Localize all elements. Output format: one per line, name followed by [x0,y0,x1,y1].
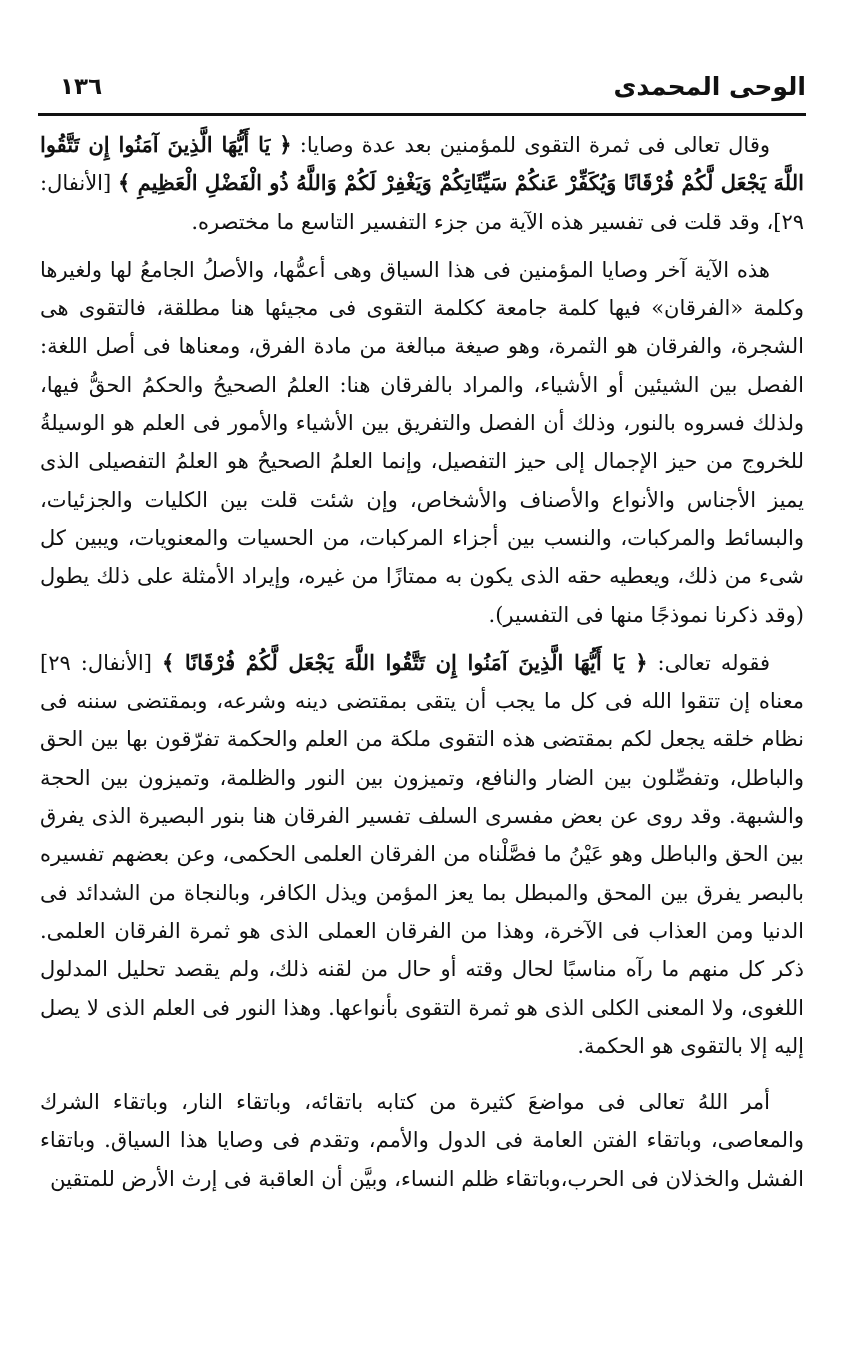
body-text [40,126,804,1198]
quran-verse: ﴿ يَا أَيُّهَا الَّذِينَ آمَنُوا إِن تَتَّقُوا اللَّهَ يَجْعَل لَّكُمْ فُرْقَانًا ﴾ [161,649,648,675]
page-number: ١٣٦ [60,74,103,100]
paragraph-1 [40,126,804,241]
header-rule [38,113,806,116]
paragraph-3-rest: [الأنفال: ٢٩] معناه إن تتقوا الله فى كل ما يجب أن يتقى بمقتضى دينه وشرعه، وبمقتضى سننه فى نظام خلقه يجعل لكم بمقتضى هذه التقوى ملكة من العلم والحكمة تفرّقون بها بين الحق والباطل، وتفصِّلون بين الضار والنافع، وتميزون بين النور والظلمة، وتميزون بين الحجة والشبهة. وقد روى عن بعض مفسرى السلف تفسير الفرقان هنا بنور البصيرة الذى يفرق بين الحق والباطل وهو عَيْنُ ما فصَّلْناه من الفرقان العلمى الحكمى، وعن بعضهم تفسيره بالبصر يفرق بين المحق والمبطل بما يعز المؤمن ويذل الكافر، وبالنجاة من الشدائد فى الدنيا ومن العذاب فى الآخرة، وهذا من الفرقان العملى الذى هو ثمرة الفرقان العلمى. ذكر كل منهم ما رآه مناسبًا لحال وقته أو حال من لقنه ذلك، ولم يقصد تحليل المدلول اللغوى، ولا المعنى الكلى الذى هو ثمرة التقوى بأنواعها. وهذا النور فى العلم الذى لا يصل إليه إلا بالتقوى هو الحكمة. [40,650,804,1058]
paragraph-1-rest: [الأنفال: ٢٩]، وقد قلت فى تفسير هذه الآية من جزء التفسير التاسع ما مختصره. [40,171,804,234]
running-header [38,66,806,106]
paragraph-3-intro: فقوله تعالى: [647,650,771,675]
paragraph-3 [40,644,804,1065]
quran-verse: ﴿ يَا أَيُّهَا الَّذِينَ آمَنُوا إِن تَتَّقُوا اللَّهَ يَجْعَل لَّكُمْ فُرْقَانًا وَيُكَفِّرْ عَنكُمْ سَيِّئَاتِكُمْ وَيَغْفِرْ لَكُمْ وَاللَّهُ ذُو الْفَضْلِ الْعَظِيمِ ﴾ [40,132,804,196]
running-title: الوحى المحمدى [613,72,806,101]
paragraph-1-intro: وقال تعالى فى ثمرة التقوى للمؤمنين بعد عدة وصايا: [291,133,771,157]
paragraph-4: أمر اللهُ تعالى فى مواضعَ كثيرة من كتابه باتقائه، وباتقاء النار، وباتقاء الشرك والمعاصى، وباتقاء الفتن العامة فى الدول والأمم، وتقدم فى وصايا هذا السياق. وباتقاء الفشل والخذلان فى الحرب،وباتقاء ظلم النساء، وبيَّن أن العاقبة فى إرث الأرض للمتقين [40,1090,804,1191]
paragraph-2: هذه الآية آخر وصايا المؤمنين فى هذا السياق وهى أعمُّها، والأصلُ الجامعُ لها ولغيرها وكلمة «الفرقان» فيها كلمة جامعة ككلمة التقوى فى مجيئها هنا مطلقة، فالتقوى هى الشجرة، والفرقان هو الثمرة، وهو صيغة مبالغة من مادة الفرق، ومعناها فى أصل اللغة: الفصل بين الشيئين أو الأشياء، والمراد بالفرقان هنا: العلمُ الصحيحُ والحكمُ الحقُّ فيها، ولذلك فسروه بالنور، وذلك أن الفصل والتفريق بين الأشياء والأمور فى العلم هو الوسيلةُ للخروج من حيز الإجمال إلى حيز التفصيل، وإنما العلمُ الصحيحُ هو العلمُ التفصيلى الذى يميز الأجناس والأنواع والأصناف والأشخاص، وإن شئت قلت بين الكليات والجزئيات، والبسائط والمركبات، والنسب بين أجزاء المركبات، من الحسيات والمعنويات، ويبين كل شىء من ذلك، ويعطيه حقه الذى يكون به ممتازًا من غيره، وإيراد الأمثلة على ذلك يطول (وقد ذكرنا نموذجًا منها فى التفسير). [40,257,804,627]
